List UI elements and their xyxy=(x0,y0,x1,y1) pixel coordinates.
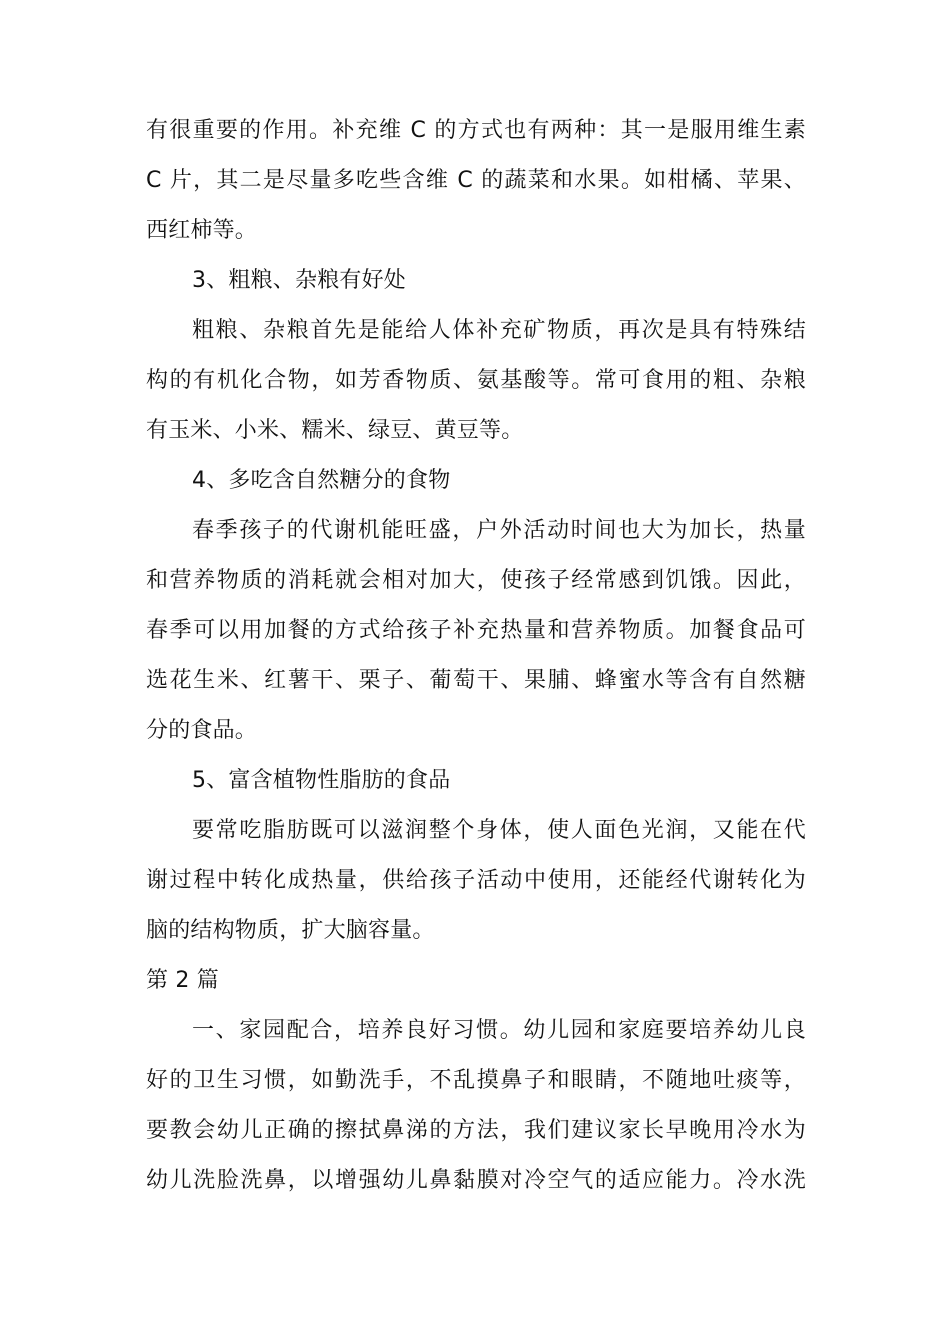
text-line: 构的有机化合物，如芳香物质、氨基酸等。常可食用的粗、杂粮 xyxy=(146,368,806,393)
chapter-heading: 第 2 篇 xyxy=(146,968,219,993)
text-line: 选花生米、红薯干、栗子、葡萄干、果脯、蜂蜜水等含有自然糖 xyxy=(146,668,806,693)
text-line: C 片，其二是尽量多吃些含维 C 的蔬菜和水果。如柑橘、苹果、 xyxy=(146,168,806,193)
document-page xyxy=(146,106,806,1206)
text-line: 西红柿等。 xyxy=(146,218,258,243)
text-line: 谢过程中转化成热量，供给孩子活动中使用，还能经代谢转化为 xyxy=(146,868,806,893)
text-line: 幼儿洗脸洗鼻，以增强幼儿鼻黏膜对冷空气的适应能力。冷水洗 xyxy=(146,1168,806,1193)
text-line: 要教会幼儿正确的擦拭鼻涕的方法，我们建议家长早晚用冷水为 xyxy=(146,1118,806,1143)
section-heading: 3、粗粮、杂粮有好处 xyxy=(192,268,406,293)
text-line: 春季可以用加餐的方式给孩子补充热量和营养物质。加餐食品可 xyxy=(146,618,806,643)
text-line: 有玉米、小米、糯米、绿豆、黄豆等。 xyxy=(146,418,524,443)
text-line: 粗粮、杂粮首先是能给人体补充矿物质，再次是具有特殊结 xyxy=(192,318,806,343)
section-heading: 4、多吃含自然糖分的食物 xyxy=(192,468,451,493)
text-line: 分的食品。 xyxy=(146,718,258,743)
text-line: 脑的结构物质，扩大脑容量。 xyxy=(146,918,435,943)
text-line: 要常吃脂肪既可以滋润整个身体，使人面色光润，又能在代 xyxy=(192,818,806,843)
text-line: 有很重要的作用。补充维 C 的方式也有两种：其一是服用维生素 xyxy=(146,118,806,143)
text-line: 春季孩子的代谢机能旺盛，户外活动时间也大为加长，热量 xyxy=(192,518,806,543)
section-heading: 5、富含植物性脂肪的食品 xyxy=(192,768,451,793)
text-line: 好的卫生习惯，如勤洗手，不乱摸鼻子和眼睛，不随地吐痰等， xyxy=(146,1068,806,1093)
text-line: 和营养物质的消耗就会相对加大，使孩子经常感到饥饿。因此， xyxy=(146,568,806,593)
text-line: 一、家园配合，培养良好习惯。幼儿园和家庭要培养幼儿良 xyxy=(192,1018,806,1043)
